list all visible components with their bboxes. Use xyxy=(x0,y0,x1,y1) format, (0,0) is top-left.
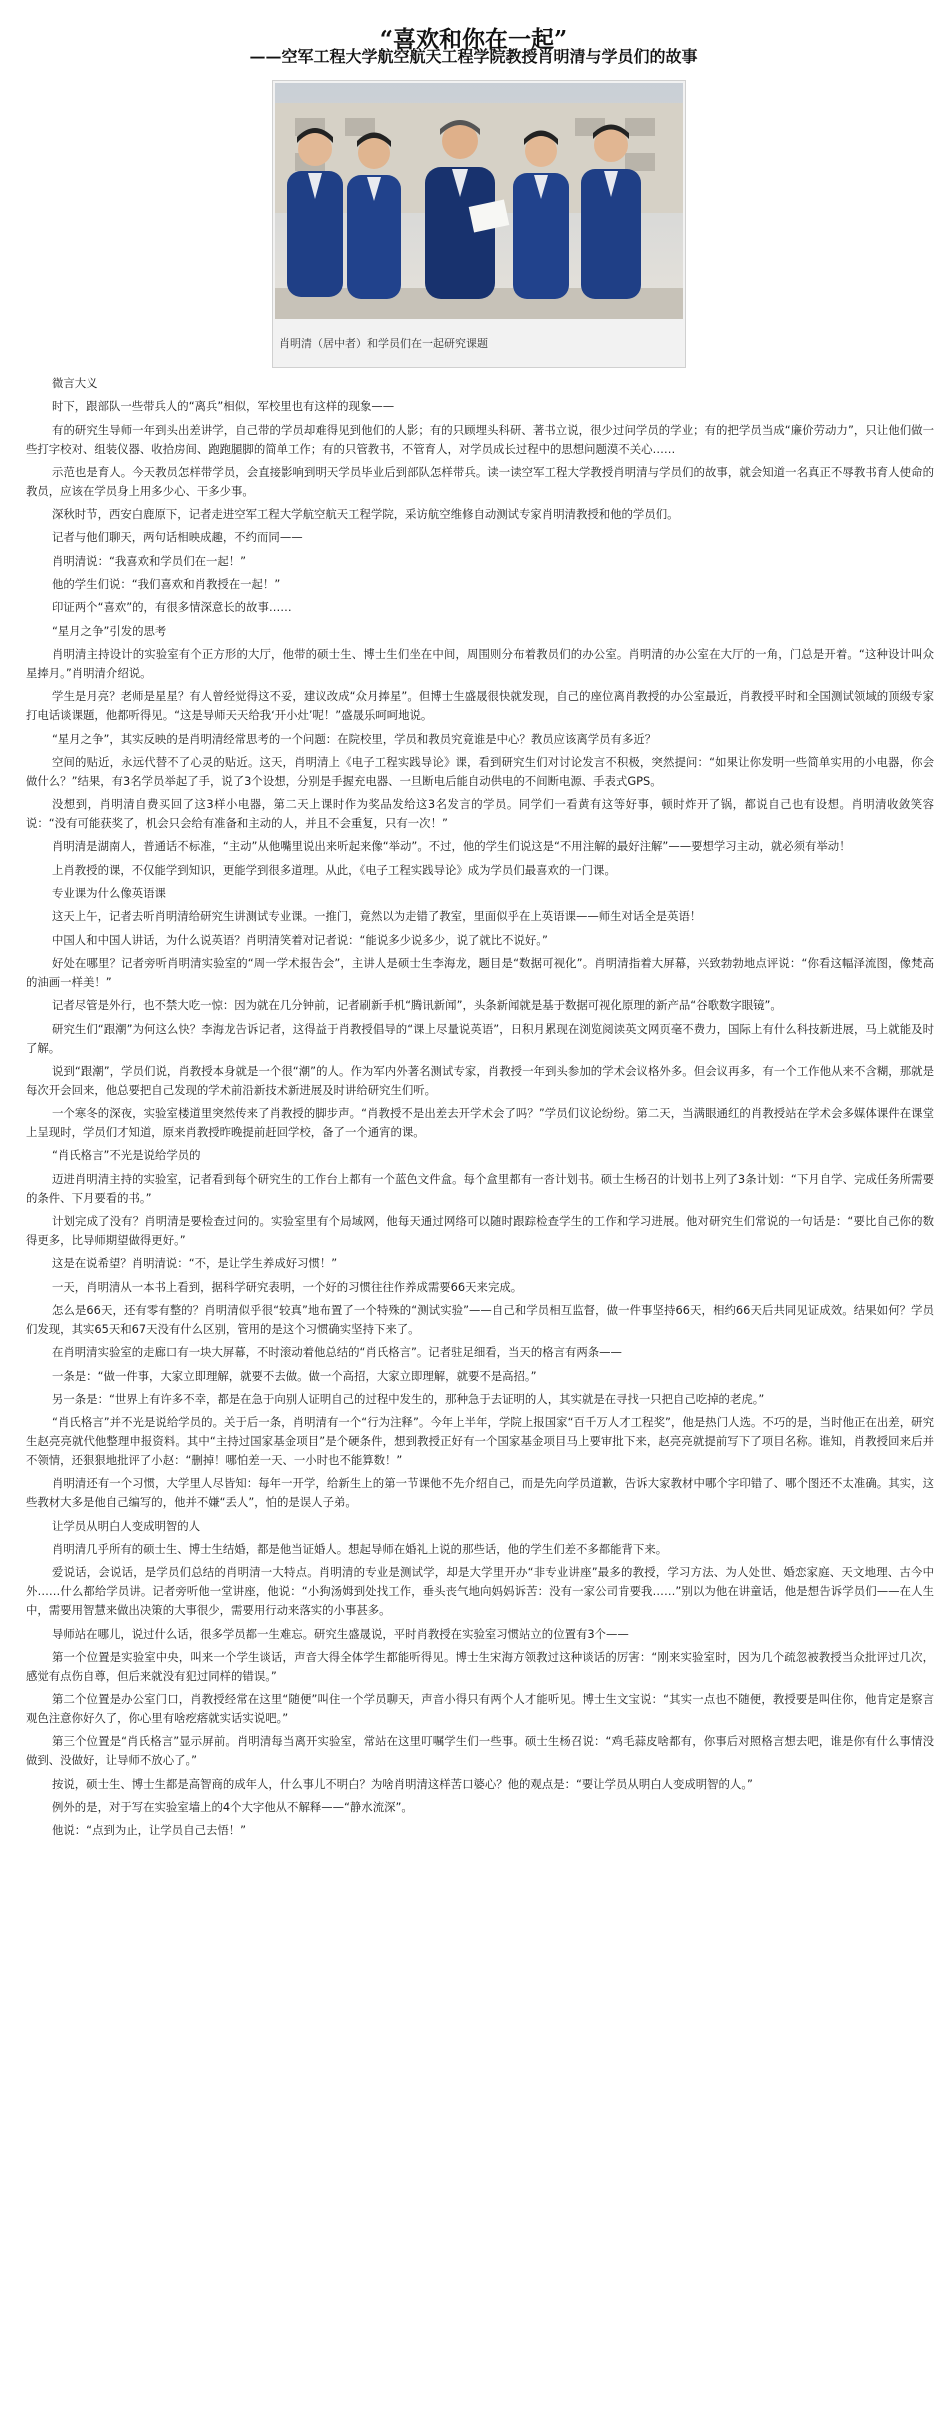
article-paragraph: 没想到，肖明清自费买回了这3样小电器，第二天上课时作为奖品发给这3名发言的学员。同学们一看黄有这等好事，顿时炸开了锅，都说自己也有设想。肖明清收敛笑容说：“没有可能获奖了，机会只会给有准备和主动的人，并且不会重复，只有一次！” xyxy=(26,797,934,831)
article-paragraph: 这天上午，记者去听肖明清给研究生讲测试专业课。一推门，竟然以为走错了教室，里面似乎在上英语课——师生对话全是英语！ xyxy=(52,909,702,924)
article-paragraph: 第一个位置是实验室中央，叫来一个学生谈话，声音大得全体学生都能听得见。博士生宋海方领教过这种谈话的厉害：“刚来实验室时，因为几个疏忽被教授当众批评过几次，感觉有点伤自尊，但后来就没有犯过同样的错误。” xyxy=(26,1649,934,1683)
article-paragraph: “星月之争”引发的思考 xyxy=(52,623,167,638)
article-paragraph: “肖氏格言”不光是说给学员的 xyxy=(52,1148,201,1163)
article-paragraph: 肖明清还有一个习惯，大学里人尽皆知：每年一开学，给新生上的第一节课他不先介绍自己，而是先向学员道歉，告诉大家教材中哪个字印错了、哪个图还不太准确。其实，这些教材大多是他自己编写的，他并不嫌“丢人”，怕的是误人子弟。 xyxy=(26,1476,934,1510)
article-paragraph: 这是在说希望？肖明清说：“不，是让学生养成好习惯！” xyxy=(52,1256,338,1271)
article-paragraph: 微言大义 xyxy=(52,376,98,390)
article-paragraph: 另一条是：“世界上有许多不幸，都是在急于向别人证明自己的过程中发生的，那种急于去证明的人，其实就是在寻找一只把自己吃掉的老虎。” xyxy=(52,1391,765,1406)
article-paragraph: 上肖教授的课，不仅能学到知识，更能学到很多道理。从此，《电子工程实践导论》成为学员们最喜欢的一门课。 xyxy=(52,862,616,877)
article-paragraph: 说到“跟潮”，学员们说，肖教授本身就是一个很“潮”的人。作为军内外著名测试专家，肖教授一年到头参加的学术会议格外多。但会议再多，有一个工作他从来不含糊，那就是每次开会回来，他总要把自己发现的学术前沿新技术新进展及时讲给研究生们听。 xyxy=(26,1063,934,1097)
article-paragraph: 印证两个“喜欢”的，有很多情深意长的故事…… xyxy=(52,600,292,615)
article-paragraph: 例外的是，对于写在实验室墙上的4个大字他从不解释——“静水流深”。 xyxy=(52,1800,413,1815)
article-paragraph: 记者尽管是外行，也不禁大吃一惊：因为就在几分钟前，记者刷新手机“腾讯新闻”，头条新闻就是基于数据可视化原理的新产品“谷歌数字眼镜”。 xyxy=(52,998,782,1013)
article-paragraph: 专业课为什么像英语课 xyxy=(52,886,166,901)
article-paragraph: 肖明清是湖南人，普通话不标准，“主动”从他嘴里说出来听起来像“举动”。不过，他的学生们说这是“不用注解的最好注解”——要想学习主动，就必须有举动！ xyxy=(52,839,851,854)
article-paragraph: 肖明清几乎所有的硕士生、博士生结婚，都是他当证婚人。想起导师在婚礼上说的那些话，他的学生们差不多都能背下来。 xyxy=(52,1541,668,1556)
article-paragraph: “星月之争”，其实反映的是肖明清经常思考的一个问题：在院校里，学员和教员究竟谁是中心？教员应该离学员有多近？ xyxy=(52,731,657,746)
article-paragraph: 学生是月亮？老师是星星？有人曾经觉得这不妥，建议改成“众月捧星”。但博士生盛晟很快就发现，自己的座位离肖教授的办公室最近，肖教授平时和全国测试领域的顶级专家打电话谈课题，他都听得见。“这是导师天天给我‘开小灶’呢！”盛晟乐呵呵地说。 xyxy=(26,689,934,723)
group-photo xyxy=(275,83,683,319)
article-paragraph: 一条是：“做一件事，大家立即理解，就要不去做。做一个高招，大家立即理解，就要不是高招。” xyxy=(52,1368,537,1383)
article-paragraph: 中国人和中国人讲话，为什么说英语？肖明清笑着对记者说：“能说多少说多少，说了就比不说好。” xyxy=(52,932,548,947)
article-subtitle: ——空军工程大学航空航天工程学院教授肖明清与学员们的故事 xyxy=(249,47,698,66)
article-paragraph: 记者与他们聊天，两句话相映成趣，不约而同—— xyxy=(52,530,303,545)
article-paragraph: 研究生们“跟潮”为何这么快？李海龙告诉记者，这得益于肖教授倡导的“课上尽量说英语”，日积月累现在浏览阅读英文网页毫不费力，国际上有什么科技新进展，马上就能及时了解。 xyxy=(26,1021,934,1055)
article-paragraph: 时下，跟部队一些带兵人的“离兵”相似，军校里也有这样的现象—— xyxy=(52,399,395,414)
article-paragraph: 在肖明清实验室的走廊口有一块大屏幕，不时滚动着他总结的“肖氏格言”。记者驻足细看，当天的格言有两条—— xyxy=(52,1345,622,1360)
article-paragraph: 让学员从明白人变成明智的人 xyxy=(52,1518,201,1533)
article-paragraph: 示范也是育人。今天教员怎样带学员，会直接影响到明天学员毕业后到部队怎样带兵。读一读空军工程大学教授肖明清与学员们的故事，就会知道一名真正不辱教书育人使命的教员，应该在学员身上用多少心、干多少事。 xyxy=(26,464,934,498)
article-paragraph: 肖明清主持设计的实验室有个正方形的大厅，他带的硕士生、博士生们坐在中间，周围则分布着教员们的办公室。肖明清的办公室在大厅的一角，门总是开着。“这种设计叫众星捧月。”肖明清介绍说。 xyxy=(26,646,934,680)
article-paragraph: 好处在哪里？记者旁听肖明清实验室的“周一学术报告会”，主讲人是硕士生李海龙，题目是“数据可视化”。肖明清指着大屏幕，兴致勃勃地点评说：“你看这幅泽流图，像梵高的油画一样美！” xyxy=(26,955,934,989)
article-paragraph: 迈进肖明清主持的实验室，记者看到每个研究生的工作台上都有一个蓝色文件盒。每个盒里都有一沓计划书。硕士生杨召的计划书上列了3条计划：“下月自学、完成任务所需要的条件、下月要看的书。” xyxy=(26,1171,934,1205)
article-paragraph: 他的学生们说：“我们喜欢和肖教授在一起！” xyxy=(52,577,281,592)
article-paragraph: 肖明清说：“我喜欢和学员们在一起！” xyxy=(52,553,247,568)
article-paragraph: 第三个位置是“肖氏格言”显示屏前。肖明清每当离开实验室，常站在这里叮嘱学生们一些事。硕士生杨召说：“鸡毛蒜皮啥都有，你事后对照格言想去吧，谁是你有什么事情没做到、没做好，让导师不放心了。” xyxy=(26,1734,934,1768)
figure-caption: 肖明清（居中者）和学员们在一起研究课题 xyxy=(279,337,488,350)
article-paragraph: 一天，肖明清从一本书上看到，据科学研究表明，一个好的习惯往往作养成需要66天来完成。 xyxy=(52,1279,523,1294)
article-body xyxy=(26,374,934,1845)
article-paragraph: 爱说话，会说话，是学员们总结的肖明清一大特点。肖明清的专业是测试学，却是大学里开办“非专业讲座”最多的教授，学习方法、为人处世、婚恋家庭、天文地理、古今中外……什么都给学员讲。记者旁听他一堂讲座，他说：“小狗汤姆到处找工作，垂头丧气地向妈妈诉苦：没有一家公司肯要我……”别以为他在讲童话，他是想告诉学员们——在人生中，需要用智慧来做出决策的大事很少，需要用行动来落实的小事甚多。 xyxy=(26,1565,934,1618)
article-paragraph: 怎么是66天，还有零有整的？肖明清似乎很“较真”地布置了一个特殊的“测试实验”——自己和学员相互监督，做一件事坚持66天，相约66天后共同见证成效。结果如何？学员们发现，其实65天和67天没有什么区别，管用的是这个习惯确实坚持下来了。 xyxy=(26,1302,934,1336)
article-paragraph: “肖氏格言”并不光是说给学员的。关于后一条，肖明清有一个“行为注释”。今年上半年，学院上报国家“百千万人才工程奖”，他是热门人选。不巧的是，当时他正在出差，研究生赵亮亮就代他整理申报资料。其中“主持过国家基金项目”是个硬条件，想到教授正好有一个国家基金项目马上要审批下来，赵亮亮就提前写下了项目名称。谁知，肖教授回来后并不领情，还狠狠地批评了小赵：“删掉！哪怕差一天、一小时也不能算数！” xyxy=(26,1415,934,1468)
article-paragraph: 第二个位置是办公室门口，肖教授经常在这里“随便”叫住一个学员聊天，声音小得只有两个人才能听见。博士生文宝说：“其实一点也不随便，教授要是叫住你，他肯定是察言观色注意你好久了，你心里有啥疙瘩就实话实说吧。” xyxy=(26,1692,934,1726)
article-paragraph: 导师站在哪儿，说过什么话，很多学员都一生难忘。研究生盛晟说，平时肖教授在实验室习惯站立的位置有3个—— xyxy=(52,1626,629,1641)
article-paragraph: 有的研究生导师一年到头出差讲学，自己带的学员却难得见到他们的人影；有的只顾埋头科研、著书立说，很少过问学员的学业；有的把学员当成“廉价劳动力”，只让他们做一些打字校对、组装仪器、收拾房间、跑跑腿脚的简单工作；有的只管教书，不管育人，对学员成长过程中的思想问题漠不关心…… xyxy=(26,422,934,456)
article-title: “喜欢和你在一起” xyxy=(379,26,568,54)
article-paragraph: 深秋时节，西安白鹿原下，记者走进空军工程大学航空航天工程学院，采访航空维修自动测试专家肖明清教授和他的学员们。 xyxy=(52,507,679,522)
article-paragraph: 按说，硕士生、博士生都是高智商的成年人，什么事儿不明白？为啥肖明清这样苦口婆心？他的观点是：“要让学员从明白人变成明智的人。” xyxy=(52,1776,753,1791)
article-paragraph: 一个寒冬的深夜，实验室楼道里突然传来了肖教授的脚步声。“肖教授不是出差去开学术会了吗？”学员们议论纷纷。第二天，当满眼通红的肖教授站在学术会多媒体课件在课堂上呈现时，学员们才知道，原来肖教授昨晚提前赶回学校，备了一个通宵的课。 xyxy=(26,1106,934,1140)
article-figure xyxy=(272,80,686,368)
article-paragraph: 计划完成了没有？肖明清是要检查过问的。实验室里有个局域网，他每天通过网络可以随时跟踪检查学生的工作和学习进展。他对研究生们常说的一句话是：“要比自己你的数得更多，比导师期望做得更好。” xyxy=(26,1214,934,1248)
article-paragraph: 他说：“点到为止，让学员自己去悟！” xyxy=(52,1823,247,1838)
article-paragraph: 空间的贴近，永远代替不了心灵的贴近。这天，肖明清上《电子工程实践导论》课，看到研究生们对讨论发言不积极，突然提问：“如果让你发明一些简单实用的小电器，你会做什么？”结果，有3名学员举起了手，说了3个设想，分别是手握充电器、一旦断电后能自动供电的不间断电源、手表式GPS。 xyxy=(26,754,934,788)
